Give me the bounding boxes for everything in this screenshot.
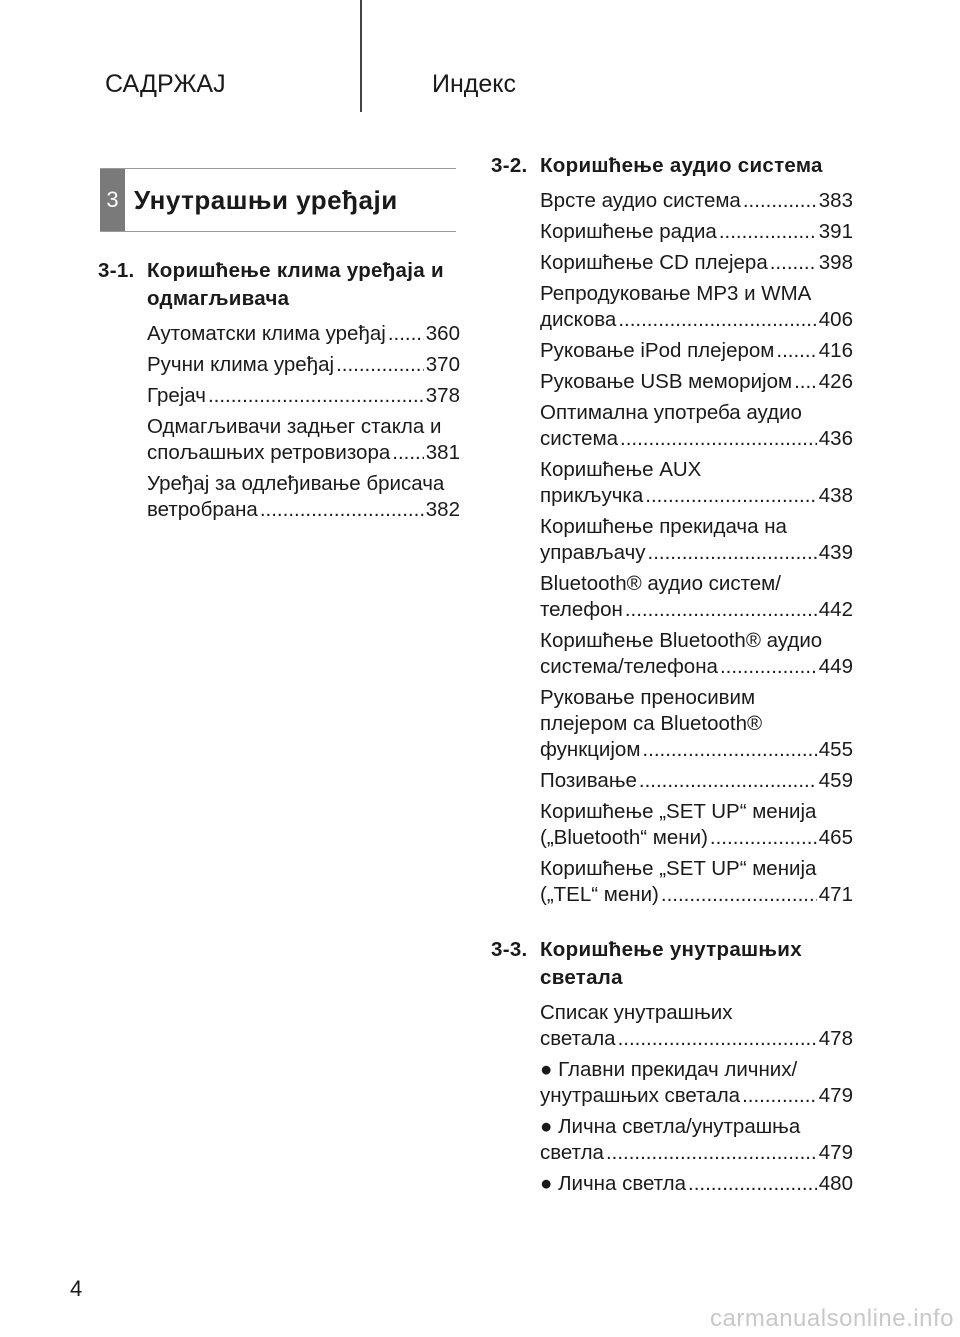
toc-page-number: 360 [425,322,460,345]
toc-entry[interactable] [540,768,853,794]
toc-entry[interactable] [540,799,853,851]
toc-entry[interactable] [540,685,853,763]
dot-leader [208,383,424,409]
toc-entry-row [540,882,853,908]
toc-entry-row [147,440,460,466]
toc-entry-text: Коришћење прекидача на [540,515,787,538]
toc-entry-row [540,1026,853,1052]
section-title: Коришћење унутрашњих светала [540,938,802,989]
toc-entry[interactable] [540,219,853,245]
toc-page-number: 478 [818,1027,853,1050]
toc-entry[interactable] [540,628,853,680]
toc-entry[interactable] [147,414,460,466]
toc-page-number: 370 [425,353,460,376]
dot-leader [661,882,817,908]
section-heading [491,936,853,992]
toc-entry-row [540,825,853,851]
toc-entry-text: функцијом [540,738,641,761]
toc-entry-text: Позивање [540,769,637,792]
dot-leader [642,737,816,763]
toc-page-number: 480 [818,1172,853,1195]
toc-entry[interactable] [147,321,460,347]
watermark: carmanualsonline.info [710,1305,954,1332]
toc-entry-text: Коришћење радиа [540,220,717,243]
section-heading [491,152,853,180]
toc-entry-text: Коришћење CD плејера [540,251,768,274]
toc-page-number: 406 [818,308,853,331]
toc-entry-text: Коришћење Bluetooth® аудио [540,629,823,652]
toc-entry-row [147,352,460,378]
dot-leader [639,768,817,794]
dot-leader [710,825,817,851]
section-title: Коришћење клима уређаја и одмагљивача [147,259,444,310]
toc-entry-text: спољашњих ретровизора [147,441,391,464]
dot-leader [618,307,816,333]
dot-leader [794,369,817,395]
toc-entry[interactable] [540,400,853,452]
toc-entry-text: Врсте аудио система [540,189,741,212]
toc-entry-text: Коришћење „SET UP“ менија [540,857,817,880]
toc-entry-text: („TEL“ мени) [540,883,659,906]
toc-entry-text: Репродуковање MP3 и WMA [540,282,812,305]
toc-entry-text: Списак унутрашњих [540,1001,733,1024]
toc-page-number: 471 [818,883,853,906]
toc-entry-row [540,1171,853,1197]
section-title: Коришћење аудио система [540,154,823,177]
toc-left-column [98,257,460,537]
toc-entry-text: Руковање iPod плејером [540,339,775,362]
toc-entry-text: ветробрана [147,498,258,521]
toc-entry[interactable] [540,856,853,908]
toc-entry-text: Руковање USB меморијом [540,370,793,393]
toc-entry[interactable] [540,1057,853,1109]
dot-leader [606,1140,817,1166]
toc-entry-text: прикључка [540,484,644,507]
toc-page-number: 398 [818,251,853,274]
chapter-header [100,168,456,232]
toc-page-number: 381 [425,441,460,464]
toc-page-number: 426 [818,370,853,393]
toc-entry-text: Ручни клима уређај [147,353,335,376]
toc-page-number: 436 [818,427,853,450]
toc-entry-row [540,369,853,395]
toc-page-number: 378 [425,384,460,407]
toc-entry-text: Грејач [147,384,206,407]
toc-entry-row [540,654,853,680]
toc-entry-text: светала [540,1027,616,1050]
toc-entry-text: Руковање преносивим [540,686,756,709]
toc-entry-text: телефон [540,598,623,621]
toc-entry[interactable] [540,250,853,276]
tab-contents[interactable]: САДРЖАЈ [105,70,226,98]
toc-entry-row [540,426,853,452]
toc-entry-list [540,188,853,908]
toc-entry-text: дискова [540,308,617,331]
toc-entry-row [540,338,853,364]
toc-entry-text: Аутоматски клима уређај [147,322,386,345]
chapter-number: 3 [100,169,125,231]
toc-entry[interactable] [540,281,853,333]
toc-right-column [491,152,853,1211]
toc-page-number: 442 [818,598,853,621]
toc-entry-text: управљачу [540,541,646,564]
toc-entry-row [540,483,853,509]
toc-entry[interactable] [540,514,853,566]
toc-page-number: 459 [818,769,853,792]
toc-entry-row [147,497,460,523]
dot-leader [645,483,817,509]
toc-entry-row [540,768,853,794]
dot-leader [336,352,424,378]
page-number: 4 [70,1276,83,1301]
toc-page-number: 479 [818,1084,853,1107]
toc-entry[interactable] [147,383,460,409]
toc-page-number: 416 [818,339,853,362]
dot-leader [388,321,424,347]
dot-leader [648,540,817,566]
toc-entry-row [540,1140,853,1166]
dot-leader [743,188,817,214]
toc-page-number: 438 [818,484,853,507]
dot-leader [688,1171,817,1197]
toc-entry-text: ● Главни прекидач личних/ [540,1058,798,1081]
toc-entry-text: система/телефона [540,655,718,678]
toc-entry[interactable] [540,338,853,364]
toc-entry[interactable] [540,457,853,509]
toc-page-number: 465 [818,826,853,849]
toc-entry-text: ● Лична светла/унутрашња [540,1115,801,1138]
dot-leader [776,338,816,364]
tab-index[interactable]: Индекс [432,70,516,98]
toc-entry[interactable] [540,1114,853,1166]
dot-leader [720,654,817,680]
toc-entry-text: Одмагљивачи задњег стакла и [147,415,442,438]
toc-entry-row [540,540,853,566]
nav-divider [360,0,362,112]
dot-leader [625,597,817,623]
toc-entry-text: Коришћење AUX [540,458,702,481]
toc-entry-row [540,597,853,623]
toc-page-number: 449 [818,655,853,678]
section-number: 3-3. [491,938,528,961]
toc-entry-text: ● Лична светла [540,1172,687,1195]
dot-leader [620,426,817,452]
toc-entry-text: Уређај за одлеђивање брисача [147,472,445,495]
dot-leader [742,1083,817,1109]
toc-section [98,257,460,523]
toc-entry[interactable] [147,352,460,378]
toc-entry[interactable] [540,369,853,395]
toc-entry-row [147,383,460,409]
toc-entry-list [147,321,460,523]
toc-entry-text: унутрашњих светала [540,1084,741,1107]
toc-entry-list [540,1000,853,1197]
toc-entry-text: светла [540,1141,604,1164]
dot-leader [260,497,424,523]
dot-leader [770,250,817,276]
toc-entry[interactable] [540,1171,853,1197]
toc-entry-row [147,321,460,347]
toc-entry-text: („Bluetooth“ мени) [540,826,708,849]
toc-section [491,152,853,908]
toc-page-number: 382 [425,498,460,521]
section-heading [98,257,460,313]
toc-page-number: 391 [818,220,853,243]
toc-entry-row [540,188,853,214]
toc-page-number: 455 [818,738,853,761]
toc-entry[interactable] [147,471,460,523]
toc-entry-text: плејером са Bluetooth® [540,712,763,735]
toc-entry-text: система [540,427,619,450]
toc-entry-text: Bluetooth® аудио систем/ [540,572,781,595]
toc-entry[interactable] [540,1000,853,1052]
dot-leader [618,1026,817,1052]
section-number: 3-1. [98,259,135,282]
toc-entry-row [540,219,853,245]
toc-section [491,936,853,1197]
toc-page-number: 479 [818,1141,853,1164]
toc-entry-text: Оптимална употреба аудио [540,401,802,424]
toc-page-number: 383 [818,189,853,212]
toc-entry-row [540,1083,853,1109]
toc-entry-row [540,250,853,276]
dot-leader [392,440,424,466]
toc-entry-text: Коришћење „SET UP“ менија [540,800,817,823]
dot-leader [719,219,817,245]
section-number: 3-2. [491,154,528,177]
toc-entry-row [540,307,853,333]
toc-page-number: 439 [818,541,853,564]
chapter-title: Унутрашњи уређаји [134,185,398,215]
toc-entry[interactable] [540,188,853,214]
toc-entry[interactable] [540,571,853,623]
toc-entry-row [540,737,853,763]
